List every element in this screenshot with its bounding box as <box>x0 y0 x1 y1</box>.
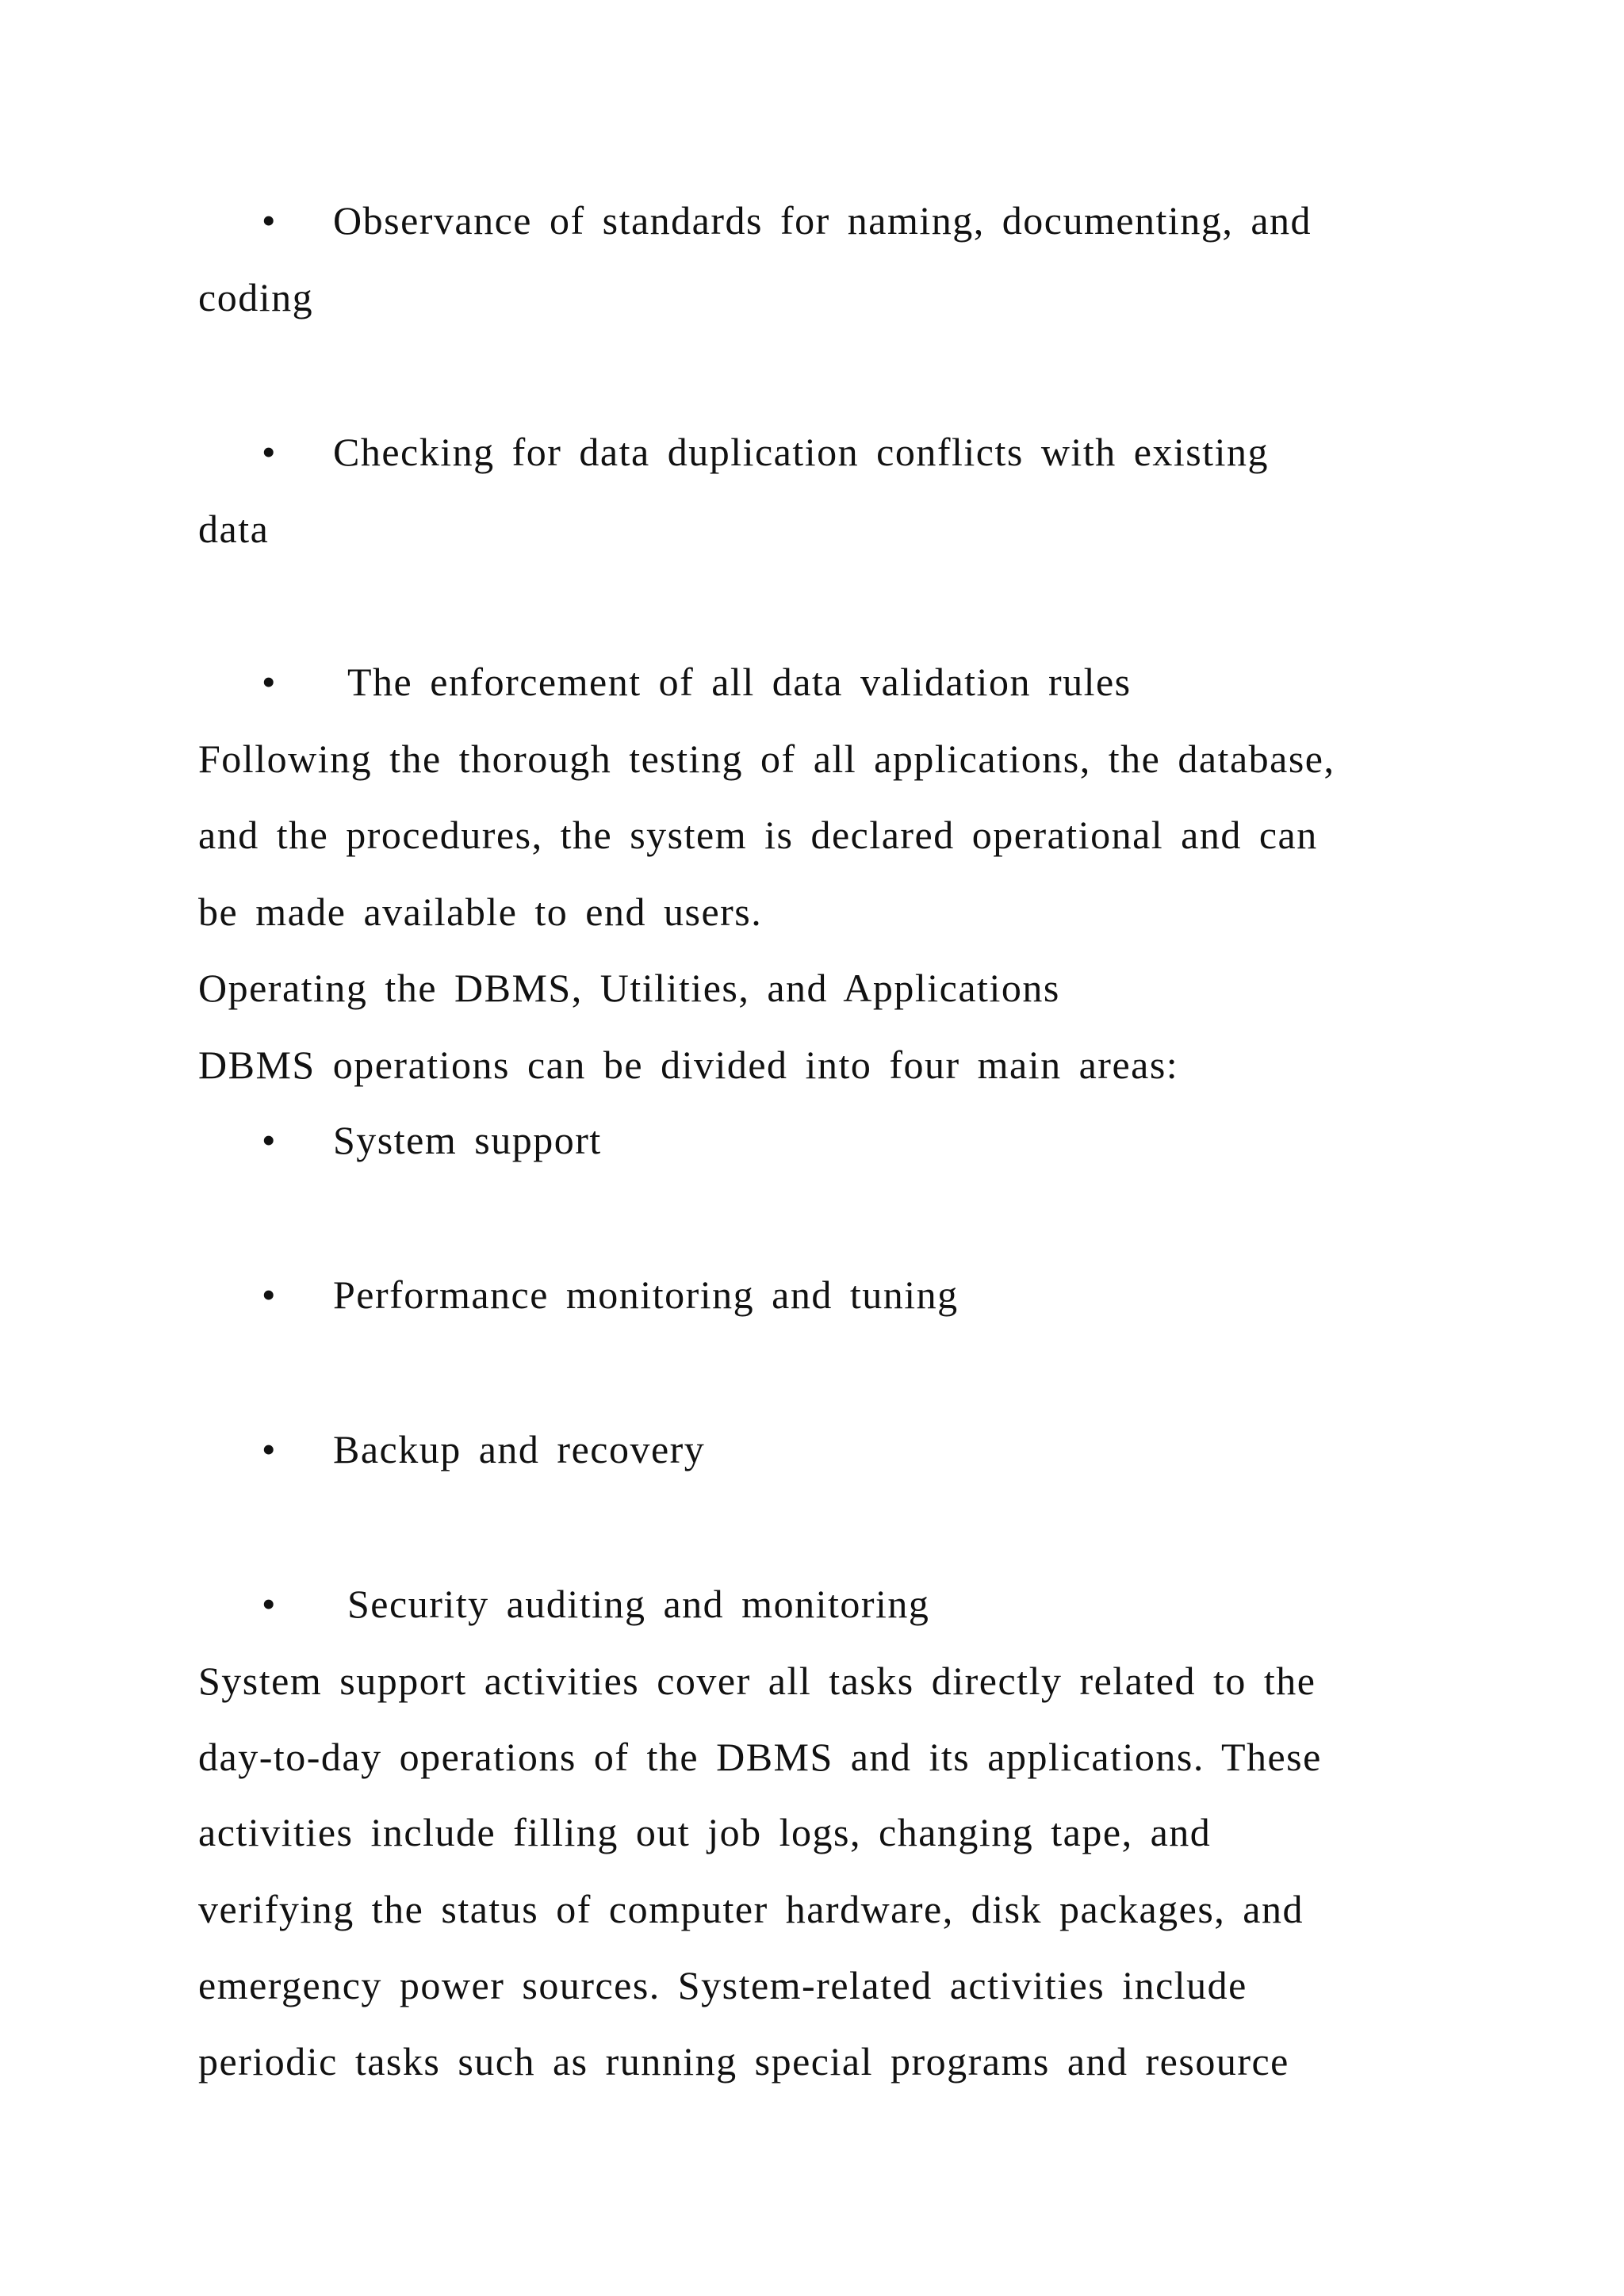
paragraph-line: and the procedures, the system is declared operational and can <box>198 813 1318 857</box>
section-heading: Operating the DBMS, Utilities, and Applications <box>198 966 1060 1010</box>
paragraph-line: emergency power sources. System-related activities include <box>198 1963 1247 2007</box>
paragraph-line: be made available to end users. <box>198 890 763 934</box>
bullet-dot: • <box>262 198 278 243</box>
bullet-item <box>262 1425 705 1473</box>
bullet-dot: • <box>262 1582 278 1626</box>
bullet-item <box>262 1116 602 1164</box>
bullet-text: System support <box>333 1118 602 1162</box>
bullet-text: The enforcement of all data validation rules <box>347 660 1132 704</box>
bullet-text: Observance of standards for naming, documenting, and <box>333 198 1312 243</box>
paragraph-line: activities include filling out job logs, changing tape, and <box>198 1810 1212 1854</box>
bullet-dot: • <box>262 1427 278 1471</box>
bullet-text: Backup and recovery <box>333 1427 706 1471</box>
bullet-text: Checking for data duplication conflicts with existing <box>333 430 1270 474</box>
paragraph-line: periodic tasks such as running special programs and resource <box>198 2039 1289 2084</box>
paragraph-line: Following the thorough testing of all applications, the database, <box>198 737 1335 781</box>
bullet-item <box>262 1271 959 1318</box>
bullet-item <box>262 428 1269 476</box>
intro-line: DBMS operations can be divided into four main areas: <box>198 1043 1179 1087</box>
bullet-text: Security auditing and monitoring <box>347 1582 930 1626</box>
bullet-text: Performance monitoring and tuning <box>333 1272 959 1317</box>
bullet-item <box>262 658 1132 706</box>
paragraph-line: System support activities cover all tasks directly related to the <box>198 1659 1316 1703</box>
paragraph-line: verifying the status of computer hardware, disk packages, and <box>198 1887 1304 1931</box>
bullet-item <box>262 197 1312 244</box>
bullet-continuation: coding <box>198 275 314 320</box>
bullet-dot: • <box>262 1272 278 1317</box>
bullet-dot: • <box>262 660 278 704</box>
bullet-continuation: data <box>198 507 270 551</box>
bullet-item <box>262 1580 929 1628</box>
bullet-dot: • <box>262 1118 278 1162</box>
paragraph-line: day-to-day operations of the DBMS and its applications. These <box>198 1735 1322 1779</box>
bullet-dot: • <box>262 430 278 474</box>
